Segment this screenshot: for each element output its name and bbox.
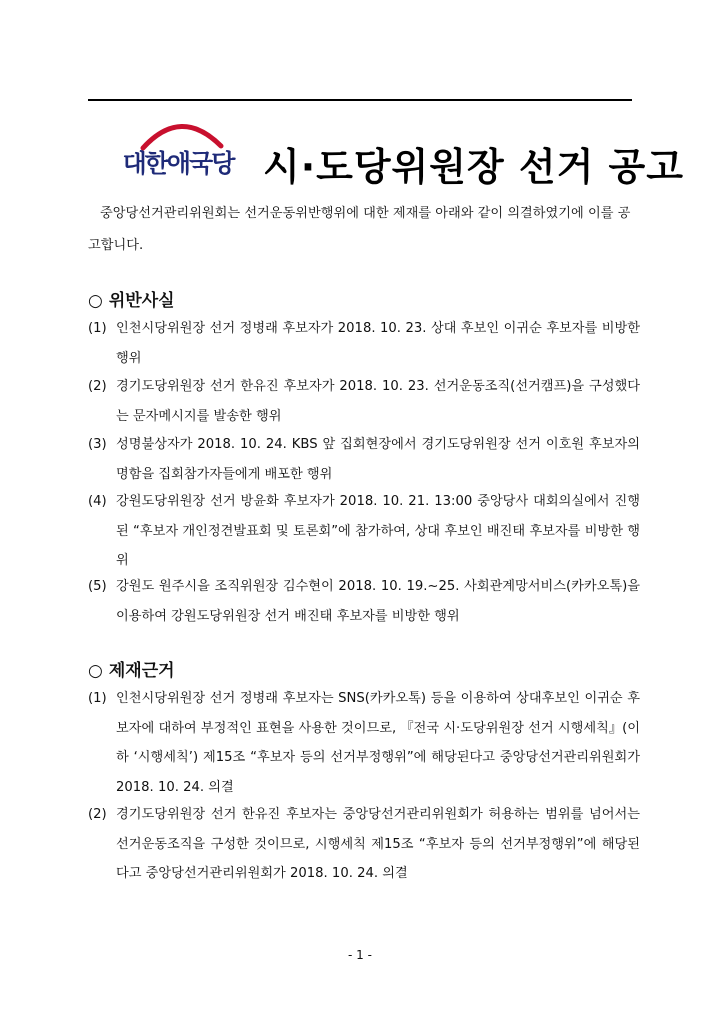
item-number: (3) <box>88 437 107 452</box>
circle-bullet-icon: ○ <box>88 291 103 311</box>
item-text: 인천시당위원장 선거 정병래 후보자가 2018. 10. 23. 상대 후보인 이귀순 후보자를 비방한 행위 <box>116 321 640 366</box>
basis-heading-text: 제재근거 <box>108 661 175 681</box>
circle-bullet-icon: ○ <box>88 661 103 681</box>
item-text: 경기도당위원장 선거 한유진 후보자는 중앙당선거관리위원회가 허용하는 범위를 넘어서는 선거운동조직을 구성한 것이므로, 시행세칙 제15조 “후보자 등의 선거부정행위”에 해당된다고 중앙당선거관리위원회가 2018. 10. 24. 의결 <box>116 807 640 881</box>
item-number: (2) <box>88 807 107 822</box>
item-text: 강원도당위원장 선거 방윤화 후보자가 2018. 10. 21. 13:00 중앙당사 대회의실에서 진행된 “후보자 개인정견발표회 및 토론회”에 참가하여, 상대 후보인 배진태 후보자를 비방한 행위 <box>116 494 640 568</box>
item-text: 성명불상자가 2018. 10. 24. KBS 앞 집회현장에서 경기도당위원장 선거 이호원 후보자의 명함을 집회참가자들에게 배포한 행위 <box>116 437 640 482</box>
violation-item <box>88 430 640 489</box>
basis-item <box>88 684 640 802</box>
item-number: (1) <box>88 321 107 336</box>
violation-item <box>88 572 640 631</box>
violation-item <box>88 487 640 576</box>
top-rule <box>88 99 632 101</box>
party-logo <box>103 112 253 184</box>
logo-text: 대한애국당 <box>122 149 234 178</box>
violations-heading <box>88 286 175 311</box>
item-text: 인천시당위원장 선거 정병래 후보자는 SNS(카카오톡) 등을 이용하여 상대후보인 이귀순 후보자에 대하여 부정적인 표현을 사용한 것이므로, 『전국 시·도당위원장 선거 시행세칙』(이하 ‘시행세칙’) 제15조 “후보자 등의 선거부정행위”에 해당된다고 중앙당선거관리위원회가 2018. 10. 24. 의결 <box>116 691 640 795</box>
item-text: 강원도 원주시을 조직위원장 김수현이 2018. 10. 19.~25. 사회관계망서비스(카카오톡)을 이용하여 강원도당위원장 선거 배진태 후보자를 비방한 행위 <box>116 579 640 624</box>
violation-item <box>88 314 640 373</box>
item-text: 경기도당위원장 선거 한유진 후보자가 2018. 10. 23. 선거운동조직(선거캠프)을 구성했다는 문자메시지를 발송한 행위 <box>116 379 640 424</box>
basis-heading <box>88 656 175 681</box>
item-number: (1) <box>88 691 107 706</box>
item-number: (5) <box>88 579 107 594</box>
page-number: - 1 - <box>348 948 372 962</box>
basis-item <box>88 800 640 889</box>
document-title: 시·도당위원장 선거 공고 <box>263 145 684 189</box>
item-number: (4) <box>88 494 107 509</box>
document-header <box>103 112 684 192</box>
violation-item <box>88 372 640 431</box>
intro-paragraph: 중앙당선거관리위원회는 선거운동위반행위에 대한 제재를 아래와 같이 의결하였기에 이를 공고합니다. <box>88 206 631 253</box>
violations-heading-text: 위반사실 <box>108 291 175 311</box>
item-number: (2) <box>88 379 107 394</box>
